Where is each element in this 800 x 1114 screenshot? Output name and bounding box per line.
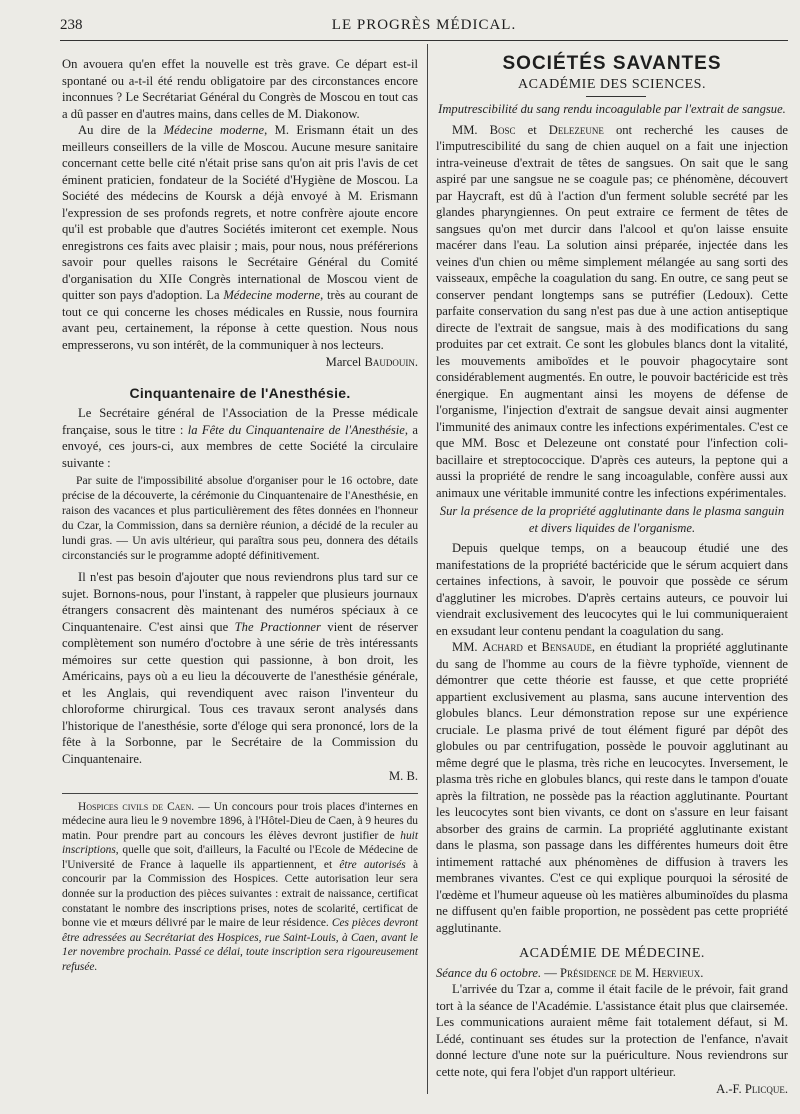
paragraph: L'arrivée du Tzar a, comme il était facile de le prévoir, fait grand tort à la séance de l'Académie. L'assistance était plus que clairsemée. Les communications auraient même fait totalement défaut, si M. Lédé, continuant ses études sur la protection de l'enfance, n'avait donné lecture d'une note sur la puériculture. Nous reviendrons sur cette note, qui fera l'objet d'un rapport ultérieur.: [436, 982, 788, 1079]
article-subtitle: Imputrescibilité du sang rendu incoagulable par l'extrait de sangsue.: [438, 102, 786, 116]
left-column: [62, 56, 418, 975]
page-header: [60, 14, 788, 34]
paragraph: Le Secrétaire général de l'Association de la Presse médicale française, sous le titre : la Fête du Cinquantenaire de l'Anesthésie, a envoyé, ces jours-ci, aux membres de cette Société la circulaire suivante :: [62, 406, 419, 470]
paragraph: On avouera qu'en effet la nouvelle est très grave. Ce départ est-il spontané ou a-t-il été rendu obligatoire par des circonstances encore inconnues ? Le Secrétariat Général du Congrès de Moscou en tout cas a dû passer en d'autres mains, dans celles de M. Diakonow.: [62, 57, 418, 121]
signature: M. B.: [388, 769, 418, 783]
article-subtitle: Sur la présence de la propriété agglutinante dans le plasma sanguin et divers liquides de l'organisme.: [439, 504, 785, 535]
paragraph: MM. Bosc et Delezeune ont recherché les causes de l'imputrescibilité du sang de chien auquel on a fait une injection intra-veineuse d'extrait de têtes de sangsues. On sait que le sang aspiré par une sangsue ne se coagule pas; ce phénomène, découvert par Haycraft, est dû à l'action d'un ferment soluble secrété par les glandes pharyngiennes. On peut extraire ce ferment de têtes de sangsues qu'on met durcir dans l'alcool et qu'on laisse ensuite macérer dans l'eau. La solution ainsi préparée, injectée dans les veines d'un chien ou même simplement mélangée au sang sorti des vaisseaux, empêche la coagulation du sang. En outre, ce sang peut se conserver pendant longtemps sans se putréfier (Ledoux). Cette parfaite conservation du sang n'est pas due à une action antiseptique directe de l'extrait de sangsue, mais à des modifications du sang produites par cet extrait. Ce sont les globules blancs dont la vitalité, les mouvements amiboïdes et le pouvoir phagocytaire sont considérablement augmentés. En outre, le pouvoir bactéricide est très énergique. En augmentant ainsi les moyens de défense de l'organisme, l'injection d'extrait de sangsue devait ainsi augmenter l'immunité des animaux contre les infections expérimentales. C'est ce que MM. Bosc et Delezeune ont constaté pour l'infection coli-bacillaire et streptococcique. D'après ces auteurs, la peptone qui a aussi la propriété de rendre le sang incoagulable, confère aussi aux animaux une véritable immunité contre les infections expérimentales.: [436, 122, 788, 500]
section-heading: Cinquantenaire de l'Anesthésie.: [129, 384, 351, 401]
running-title: LE PROGRÈS MÉDICAL.: [331, 17, 517, 33]
right-column: [436, 53, 788, 1099]
column-separator: [427, 44, 428, 1094]
paragraph: Au dire de la Médecine moderne, M. Erismann était un des meilleurs conseillers de la ville de Moscou. Aucune mesure sanitaire concernant cette belle cité n'était prise sans qu'on ait pris l'avis de cet éminent praticien, fondateur de la Société d'Hygiène de Moscou. La Société des médecins de Koursk a déjà envoyé à M. Erismann l'expression de ses profonds regrets, et notre confrère ajoute encore qu'il est probable que d'autres Sociétés imiteront cet exemple. Nous enregistrons ces faits avec plaisir ; mais, pour nous, nous préférerions savoir pour quelles raisons le Secrétaire Général du Comité d'organisation du XIIe Congrès international de Moscou vient de quitter son pays d'adoption. La Médecine moderne, très au courant de tout ce qui concerne les choses médicales en Russie, nous fournira avant peu, certainement, la réponse à cette question. Nous nous empresserons, vu son intérêt, de la communiquer à nos lecteurs.: [62, 123, 418, 352]
divider: [62, 793, 418, 794]
header-rule: [60, 40, 788, 41]
section-title: SOCIÉTÉS SAVANTES: [502, 53, 722, 74]
session-line: Séance du 6 octobre. — Présidence de M. Hervieux.: [436, 965, 704, 980]
page-number: 238: [60, 17, 83, 33]
paragraph: Il n'est pas besoin d'ajouter que nous reviendrons plus tard sur ce sujet. Bornons-nous, pour l'instant, à rappeler que plusieurs journaux étrangers consacrent dès maintenant des numéros spéciaux à ce Cinquantenaire. C'est ainsi que The Practionner vient de réserver complètement son numéro d'octobre à une série de très intéressants mémoires sur cette question qui passionne, à bon droit, les Américains, pays où a eu lieu la découverte de l'anesthésie générale, et les Anglais, qui revendiquent avec raison l'inventeur du chloroforme chirurgical. Tous ces travaux seront analysés dans l'historique de l'anesthésie, sorte d'éloge qui sera prononcé, lors de la fête à la Sorbonne, par le Secrétaire de la Commission du Cinquantenaire.: [62, 570, 419, 766]
notice-caen: Hospices civils de Caen. — Un concours pour trois places d'internes en médecine aura lieu le 9 novembre 1896, à l'Hôtel-Dieu de Caen, à 9 heures du matin. Pour prendre part au concours les élèves devront justifier de huit inscriptions, quelle que soit, d'ailleurs, la Faculté ou l'Ecole de Médecine de l'Université de France à laquelle ils appartiennent, et être autorisés à concourir par la Commission des Hospices. Cette autorisation leur sera donnée sur la production des pièces suivantes : extrait de naissance, certificat constatant le nombre des inscriptions prises, notes de scolarité, certificat de bonne vie et mœurs délivré par le maire de leur résidence. Ces pièces devront être adressées au Secrétariat des Hospices, rue Saint-Louis, à Caen, avant le 1er novembre prochain. Passé ce délai, toute inscription sera rigoureusement refusée.: [62, 800, 419, 974]
paragraph: Depuis quelque temps, on a beaucoup étudié une des manifestations de la propriété bactéricide que le sérum acquiert dans certaines infections, à savoir, le pouvoir que possède ce sérum d'agglutiner les microbes. D'après certains auteurs, ce pouvoir lui viendrait exclusivement des leucocytes qui le lui communiqueraient en exsudant leur contenu pendant la coagulation du sang.: [436, 541, 788, 638]
paragraph: MM. Achard et Bensaude, en étudiant la propriété agglutinante du sang de l'homme au cours de la fièvre typhoïde, viennent de démontrer que cette théorie est fausse, et que cette propriété appartient exclusivement au plasma, sans aucune intervention des globules blancs. Leur démonstration repose sur une expérience cruciale. Le plasma privé de tout élément figuré par dépôt des globules ou par centrifugation, possède le pouvoir agglutinant au même degré que le plasma, très riche en leucocytes. Inversement, le plasma très riche en globules blancs, qui reste dans le tampon d'ouate après la filtration, ne possède pas la réaction agglutinante. Pourtant les leucocytes sont bien vivants, ce dont on s'assure en leur faisant absorber des grains de carmin. La propriété agglutinante existant dans le plasma, son passage dans les différentes humeurs doit être intimement rattaché aux phénomènes de diffusion à travers les membranes vivantes. C'est ce qui explique pourquoi la sérosité de l'œdème et l'humeur aqueuse où les matières albuminoïdes du plasma ne diffusent qu'en faible proportion, ne possèdent pas cette propriété agglutinante.: [436, 640, 788, 935]
short-rule: [586, 96, 646, 97]
academy-heading: ACADÉMIE DE MÉDECINE.: [519, 946, 705, 961]
signature: A.-F. Plicque.: [716, 1082, 788, 1096]
academy-heading: ACADÉMIE DES SCIENCES.: [518, 76, 706, 92]
signature: Marcel Baudouin.: [325, 355, 418, 369]
circular-quote: Par suite de l'impossibilité absolue d'organiser pour le 16 octobre, date précise de la découverte, la cérémonie du Cinquantenaire de l'Anesthésie, en raison des vacances et plus particulièrement des fêtes données en l'honneur du Czar, la Commission, dans sa dernière réunion, a décidé de la reculer au lundi gras. — Un avis ultérieur, qui paraîtra sous peu, donnera des détails circonstanciés sur le programme adopté définitivement.: [62, 474, 418, 562]
